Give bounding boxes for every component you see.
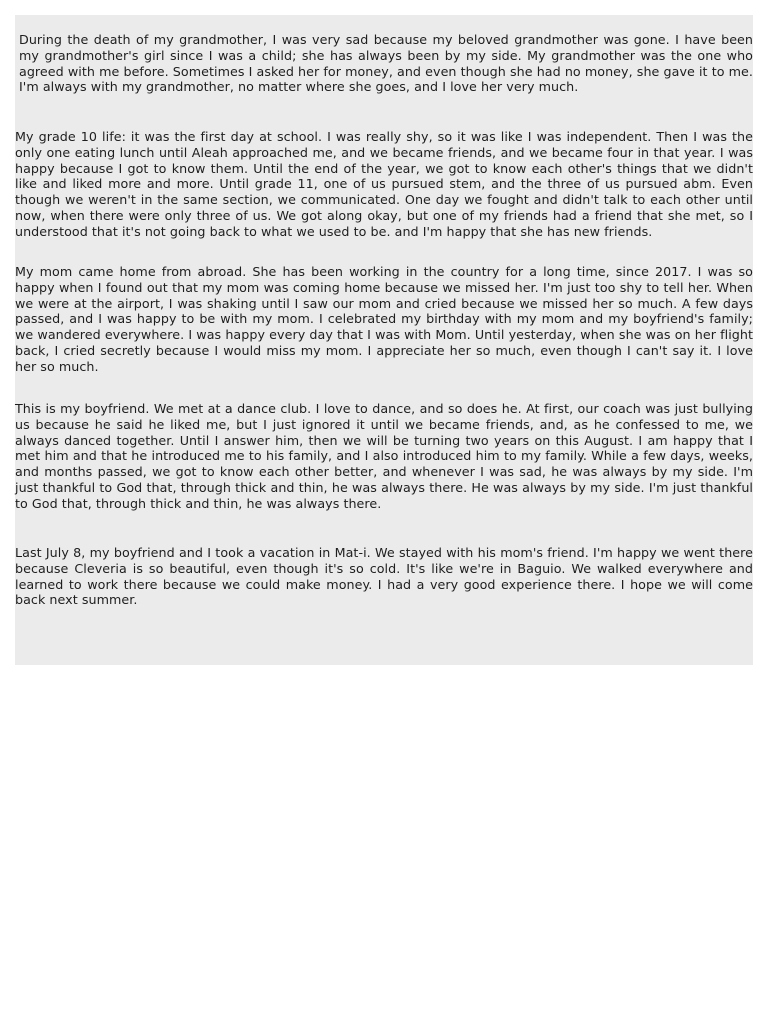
document-panel xyxy=(15,15,753,665)
paragraph-boyfriend: This is my boyfriend. We met at a dance club. I love to dance, and so does he. At first, our coach was just bullying us because he said he liked me, but I just ignored it until we became friends, and, as he confessed to me, we always danced together. Until I answer him, then we will be turning two years on this August. I am happy that I met him and that he introduced me to his family, and I also introduced him to my family. While a few days, weeks, and months passed, we got to know each other better, and whenever I was sad, he was always by my side. I'm just thankful to God that, through thick and thin, he was always there. He was always by my side. I'm just thankful to God that, through thick and thin, he was always there. xyxy=(15,401,753,511)
paragraph-mom-home: My mom came home from abroad. She has been working in the country for a long time, since 2017. I was so happy when I found out that my mom was coming home because we missed her. I'm just too shy to tell her. When we were at the airport, I was shaking until I saw our mom and cried because we missed her so much. A few days passed, and I was happy to be with my mom. I celebrated my birthday with my mom and my boyfriend's family; we wandered everywhere. I was happy every day that I was with Mom. Until yesterday, when she was on her flight back, I cried secretly because I would miss my mom. I appreciate her so much, even though I can't say it. I love her so much. xyxy=(15,264,753,374)
paragraph-grandmother: During the death of my grandmother, I was very sad because my beloved grandmother was gone. I have been my grandmother's girl since I was a child; she has always been by my side. My grandmother was the one who agreed with me before. Sometimes I asked her for money, and even though she had no money, she gave it to me. I'm always with my grandmother, no matter where she goes, and I love her very much. xyxy=(19,32,753,95)
paragraph-grade-10-life: My grade 10 life: it was the first day at school. I was really shy, so it was like I was independent. Then I was the only one eating lunch until Aleah approached me, and we became friends, and we became four in that year. I was happy because I got to know them. Until the end of the year, we got to know each other's things that we didn't like and liked more and more. Until grade 11, one of us pursued stem, and the three of us pursued abm. Even though we weren't in the same section, we communicated. One day we fought and didn't talk to each other until now, when there were only three of us. We got along okay, but one of my friends had a friend that she met, so I understood that it's not going back to what we used to be. and I'm happy that she has new friends. xyxy=(15,129,753,239)
paragraph-vacation: Last July 8, my boyfriend and I took a vacation in Mat-i. We stayed with his mom's friend. I'm happy we went there because Cleveria is so beautiful, even though it's so cold. It's like we're in Baguio. We walked everywhere and learned to work there because we could make money. I had a very good experience there. I hope we will come back next summer. xyxy=(15,545,753,608)
